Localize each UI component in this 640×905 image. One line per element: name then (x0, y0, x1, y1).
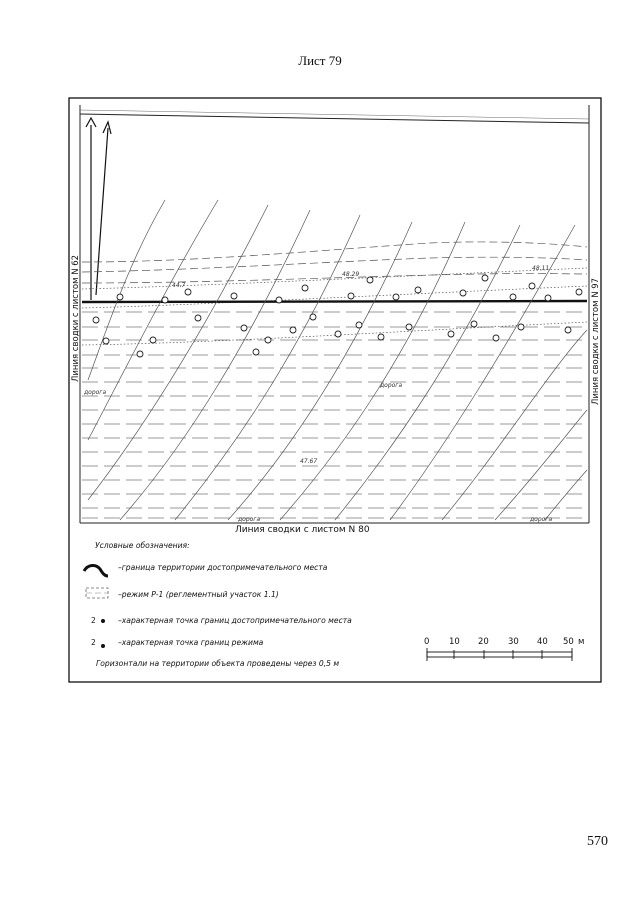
legend (84, 541, 352, 668)
legend-item-text: –характерная точка границ режима (118, 638, 264, 647)
legend-item-text: –граница территории достопримечательного места (118, 563, 328, 572)
legend-item-text: –характерная точка границ достопримечательного места (118, 616, 352, 625)
point-symbol-icon (101, 644, 105, 648)
contour-note: Горизонтали на территории объекта проведены через 0,5 м (96, 659, 340, 668)
boundary-symbol-icon (84, 565, 108, 576)
page-number: 570 (587, 834, 608, 849)
road-label: дорога (84, 389, 107, 396)
page-title: Лист 79 (298, 53, 342, 68)
elevation-label: 44.7 (172, 282, 186, 289)
upper-dashed-lines (82, 242, 587, 283)
legend-title: Условные обозначения: (95, 541, 190, 550)
scale-tick-label: 50 (563, 637, 574, 647)
map-area (71, 105, 601, 535)
elevation-label: 48.11 (532, 265, 550, 272)
legend-point-number: 2 (91, 638, 96, 647)
match-line-bottom-label: Линия сводки с листом N 80 (235, 525, 370, 535)
boundary-points (93, 275, 582, 357)
match-line-left-label: Линия сводки с листом N 62 (71, 254, 81, 382)
scale-tick-label: 20 (478, 637, 489, 647)
regime-zone-hatching (82, 312, 587, 518)
elevation-label: 47.67 (300, 458, 318, 465)
scale-bar (424, 637, 584, 661)
monument-boundary-line (82, 301, 587, 302)
north-arrow-icon (86, 118, 111, 300)
elevation-label: 48.29 (342, 271, 360, 278)
road-label: дорога (530, 516, 553, 523)
legend-item-text: –режим Р-1 (реглементный участок 1.1) (118, 590, 279, 599)
scale-tick-label: 10 (449, 637, 460, 647)
legend-point-number: 2 (91, 616, 96, 625)
road-label: дорога (238, 516, 261, 523)
match-line-right-label: Линия сводки с листом N 97 (591, 277, 601, 405)
scale-unit: м (578, 637, 585, 647)
point-symbol-icon (101, 619, 105, 623)
diagonal-contours (88, 200, 587, 520)
scale-tick-label: 0 (424, 637, 430, 647)
scale-tick-label: 30 (508, 637, 519, 647)
scale-tick-label: 40 (537, 637, 548, 647)
road-label: дорога (380, 382, 403, 389)
